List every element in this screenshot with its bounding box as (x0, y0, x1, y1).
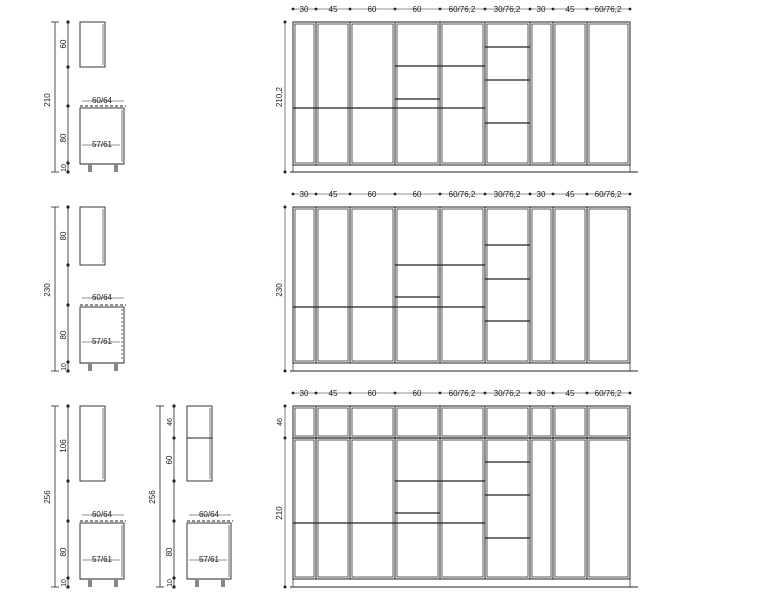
front-elevation-2 (275, 190, 638, 373)
width-label: 45 (328, 389, 338, 398)
total-height-label: 230 (43, 283, 52, 297)
width-label: 60/76,2 (594, 190, 622, 199)
width-label: 60 (367, 5, 377, 14)
depth-bottom-label: 57/61 (91, 555, 113, 564)
segment-label-base: 80 (59, 133, 68, 143)
width-label: 60 (412, 5, 422, 14)
height-label: 210,2 (275, 86, 284, 108)
segment-label-plinth: 10 (167, 579, 174, 587)
base-cabinet-side (80, 108, 124, 164)
wall-cabinet-side (80, 406, 105, 481)
width-label: 30 (299, 5, 309, 14)
side-view-1 (43, 20, 126, 173)
segment-label-base: 80 (59, 330, 68, 340)
width-label: 45 (328, 5, 338, 14)
width-label: 30/76,2 (493, 389, 521, 398)
front-elevation-3 (275, 389, 638, 589)
width-label: 30 (536, 389, 546, 398)
width-dimension-chain (292, 190, 632, 199)
segment-label-upper: 60 (165, 455, 174, 465)
segment-label-plinth: 10 (61, 164, 68, 172)
depth-top-label: 60/64 (91, 293, 113, 302)
width-dimension-chain (292, 389, 632, 398)
depth-bottom-label: 57/61 (91, 140, 113, 149)
width-label: 30 (299, 389, 309, 398)
width-label: 30 (536, 190, 546, 199)
row-1 (43, 5, 638, 174)
segment-label-upper: 106 (59, 439, 68, 453)
total-height-label: 210 (43, 93, 52, 107)
width-label: 60 (412, 190, 422, 199)
depth-top-label: 60/64 (91, 96, 113, 105)
width-dimension-chain (292, 5, 632, 14)
segment-label-base: 80 (59, 547, 68, 557)
wall-cabinet-side (80, 207, 105, 265)
side-view-3a (43, 404, 126, 588)
side-view-3b (148, 404, 233, 588)
total-height-label: 256 (43, 490, 52, 504)
width-label: 60/76,2 (448, 5, 476, 14)
row-2 (43, 190, 638, 373)
depth-bottom-label: 57/61 (198, 555, 220, 564)
width-label: 45 (328, 190, 338, 199)
width-label: 60/76,2 (448, 190, 476, 199)
width-label: 30/76,2 (493, 190, 521, 199)
segment-label-upper: 60 (59, 39, 68, 49)
width-label: 30 (299, 190, 309, 199)
depth-bottom-label: 57/61 (91, 337, 113, 346)
total-height-label: 256 (148, 490, 157, 504)
height-label: 230 (275, 283, 284, 297)
segment-label-upper: 80 (59, 231, 68, 241)
width-label: 60 (367, 190, 377, 199)
segment-label-plinth: 10 (61, 579, 68, 587)
height-label: 210 (275, 506, 284, 520)
base-cabinet-side (80, 523, 124, 579)
side-view-2 (43, 205, 126, 372)
segment-label-top: 46 (167, 418, 174, 426)
width-label: 60/76,2 (594, 5, 622, 14)
row-3 (43, 389, 638, 589)
segment-label-base: 80 (165, 547, 174, 557)
width-label: 45 (565, 190, 575, 199)
width-label: 45 (565, 389, 575, 398)
width-label: 45 (565, 5, 575, 14)
front-elevation-1 (275, 5, 638, 174)
wall-cabinet-side (187, 438, 212, 481)
width-label: 60 (367, 389, 377, 398)
depth-top-label: 60/64 (198, 510, 220, 519)
upper-height-label: 46 (277, 418, 284, 426)
wall-cabinet-side (80, 22, 105, 67)
width-label: 60/76,2 (448, 389, 476, 398)
width-label: 30/76,2 (493, 5, 521, 14)
width-label: 60/76,2 (594, 389, 622, 398)
base-cabinet-side (80, 307, 124, 363)
width-label: 30 (536, 5, 546, 14)
top-cabinet-side (187, 406, 212, 438)
width-label: 60 (412, 389, 422, 398)
base-cabinet-side (187, 523, 231, 579)
segment-label-plinth: 10 (61, 363, 68, 371)
depth-top-label: 60/64 (91, 510, 113, 519)
